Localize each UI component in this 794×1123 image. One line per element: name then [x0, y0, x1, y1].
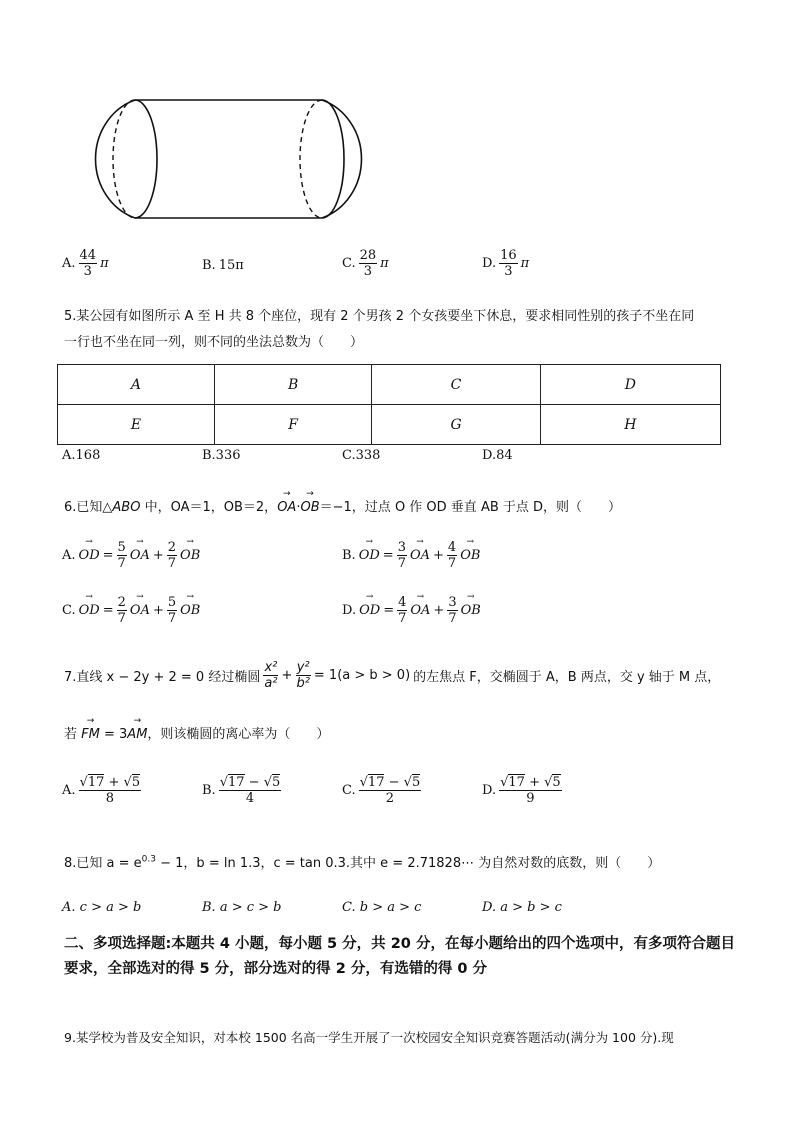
q5-option-a: A.168	[62, 448, 101, 463]
seat-cell: G	[372, 405, 540, 445]
q6-stem: 6.已知△ABO 中，OA＝1，OB＝2，→ OA·→ OB＝−1，过点 O 作 OD 垂直 AB 于点 D，则（ ）	[64, 496, 621, 515]
q8-option-a: A. c > a > b	[62, 900, 142, 915]
q6-option-c: C. → OD = $\frac{2}{7}$ → OA + $\frac{5}{7}$ → OB	[62, 595, 200, 626]
q7-option-b: B. $\frac{√17 - √5}{4}$	[202, 775, 281, 806]
q5-option-b: B.336	[202, 448, 241, 463]
q8-stem: 8.已知 $a = e^{0.3} - 1$，b = ln 1.3，c = tan 0.3.其中 e = 2.71828⋯ 为自然对数的底数，则（ ）	[64, 854, 661, 871]
q5-stem-line2: 一行也不坐在同一列，则不同的坐法总数为（ ）	[64, 335, 364, 350]
seat-cell: H	[540, 405, 720, 445]
q7-option-c: C. $\frac{√17 - √5}{2}$	[342, 775, 421, 806]
capsule-figure	[60, 92, 390, 228]
section2-heading: 二、多项选择题:本题共 4 小题，每小题 5 分，共 20 分，在每小题给出的四个选项中，有多项符合题目要求，全部选对的得 5 分，部分选对的得 2 分，有选错的得 0 分	[64, 936, 735, 977]
q5-stem-line1: 5.某公园有如图所示 A 至 H 共 8 个座位，现有 2 个男孩 2 个女孩要坐下休息，要求相同性别的孩子不坐在同	[64, 309, 695, 324]
q4-option-b: B. 15π	[202, 258, 244, 273]
q8-option-c: C. b > a > c	[342, 900, 422, 915]
q4-option-d: D. $\frac{16}{3}$ π	[482, 248, 530, 279]
q9-stem: 9.某学校为普及安全知识，对本校 1500 名高一学生开展了一次校园安全知识竞赛答题活动(满分为 100 分).现	[64, 1030, 674, 1045]
q4-option-a: A. $\frac{44}{3}$ π	[62, 248, 109, 279]
seat-cell: C	[372, 365, 540, 405]
seat-cell: B	[214, 365, 372, 405]
seat-row-1	[58, 365, 721, 405]
seat-cell: F	[214, 405, 372, 445]
q7-stem-line2: 若 → FM = 3→ AM，则该椭圆的离心率为（ ）	[64, 723, 329, 742]
q4-option-c: C. $\frac{28}{3}$ π	[342, 248, 389, 279]
seat-table	[57, 364, 721, 445]
q6-option-d: D. → OD = $\frac{4}{7}$ → OA + $\frac{3}{7}$ → OB	[342, 595, 481, 626]
q6-option-b: B. → OD = $\frac{3}{7}$ → OA + $\frac{4}{7}$ → OB	[342, 540, 480, 571]
q5-option-d: D.84	[482, 448, 513, 463]
q5-option-c: C.338	[342, 448, 381, 463]
seat-row-2	[58, 405, 721, 445]
q7-option-d: D. $\frac{√17 + √5}{9}$	[482, 775, 561, 806]
seat-cell: D	[540, 365, 720, 405]
seat-cell: A	[58, 365, 215, 405]
seat-cell: E	[58, 405, 215, 445]
q6-option-a: A. → OD = $\frac{5}{7}$ → OA + $\frac{2}{7}$ → OB	[62, 540, 200, 571]
q7-option-a: A. $\frac{√17 + √5}{8}$	[62, 775, 141, 806]
q7-stem-line1: 7.直线 x − 2y + 2 = 0 经过椭圆 $\frac{\text{x²}}{\text{a²}}$ + $\frac{\text{y²}}{\text{b²}}$ = 1(a > b > 0) 的左焦点 F，交椭圆于 A，B 两点，交 y 轴于 M 点，	[64, 660, 721, 691]
q8-option-b: B. a > c > b	[202, 900, 282, 915]
q8-option-d: D. a > b > c	[482, 900, 562, 915]
